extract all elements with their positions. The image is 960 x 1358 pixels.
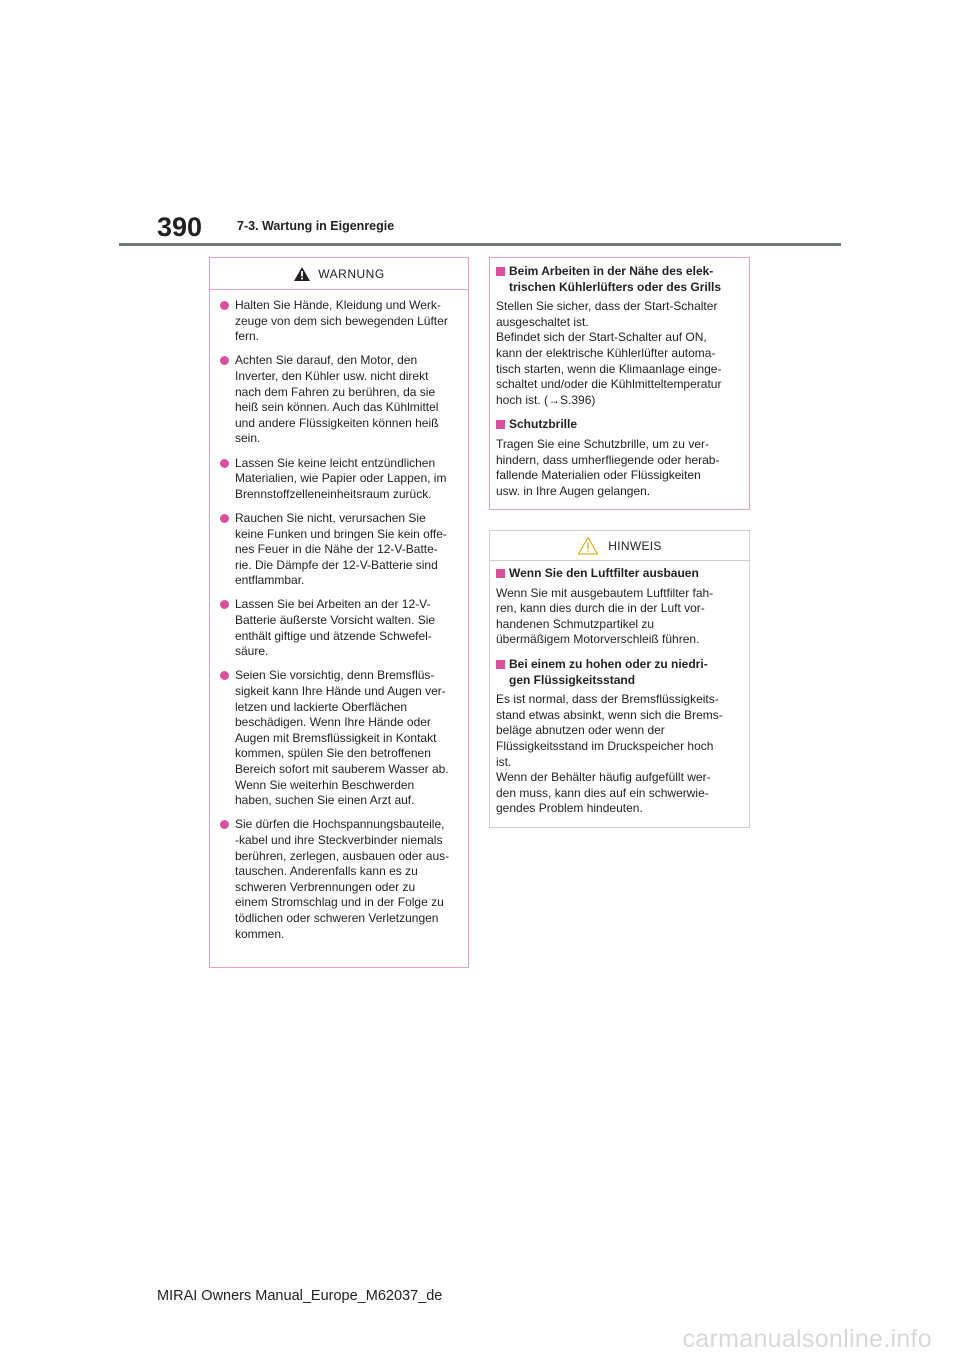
text-line: handenen Schmutzpartikel zu [496, 616, 655, 631]
section-body [496, 299, 742, 408]
text-line: Augen mit Bremsflüssigkeit in Kontakt [235, 730, 437, 745]
text-line: schaltet und/oder die Kühlmitteltemperatur [496, 377, 722, 392]
text-line: Brennstoffzelleneinheitsraum zurück. [235, 486, 432, 501]
bullet-dot-icon [220, 671, 229, 680]
text-line: Materialien, wie Papier oder Lappen, im [235, 471, 447, 486]
warning-continued-box [489, 257, 750, 510]
heading-line: Beim Arbeiten in der Nähe des elek- [509, 264, 714, 278]
bullet-dot-icon [220, 600, 229, 609]
warning-item [219, 817, 459, 942]
text-line: beschädigen. Wenn Ihre Hände oder [235, 715, 431, 730]
text-line: Seien Sie vorsichtig, denn Bremsflüs- [235, 668, 435, 683]
text-line: keine Funken und bringen Sie kein offe- [235, 526, 447, 541]
text-line: Stellen Sie sicher, dass der Start-Schalter [496, 299, 718, 314]
bullet-dot-icon [220, 820, 229, 829]
bullet-dot-icon [220, 459, 229, 468]
warning-title: WARNUNG [318, 266, 385, 281]
heading-line: gen Flüssigkeitsstand [509, 672, 636, 687]
section-heading [496, 264, 742, 295]
notice-title: HINWEIS [608, 538, 662, 553]
text-line: kommen, spülen Sie den betroffenen [235, 746, 431, 761]
warning-item [219, 456, 459, 503]
page-reference[interactable]: hoch ist. (→S.396) [496, 392, 596, 407]
text-line: Bereich sofort mit sauberem Wasser ab. [235, 762, 449, 776]
warning-item [219, 597, 459, 659]
warning-item [219, 511, 459, 589]
text-line: kann der elektrische Kühlerlüfter automa- [496, 345, 716, 360]
text-line: Inverter, den Kühler usw. nicht direkt [235, 368, 429, 383]
text-line: Flüssigkeitsstand im Druckspeicher hoch [496, 738, 714, 753]
watermark: carmanualsonline.info [682, 1325, 932, 1353]
bullet-dot-icon [220, 301, 229, 310]
text-line: tisch starten, wenn die Klimaanlage einge- [496, 361, 722, 376]
text-line: zeuge von dem sich bewegenden Lüfter [235, 313, 448, 328]
text-line: Wenn Sie weiterhin Beschwerden [235, 777, 415, 792]
text-line: Es ist normal, dass der Bremsflüssigkeits- [496, 692, 719, 707]
text-line: Lassen Sie bei Arbeiten an der 12-V- [235, 597, 431, 612]
text-line: übermäßigem Motorverschleiß führen. [496, 632, 700, 647]
text-line: schweren Verbrennungen oder zu [235, 879, 416, 894]
text-line: berühren, zerlegen, ausbauen oder aus- [235, 848, 450, 863]
text-line: ausgeschaltet ist. [496, 314, 589, 329]
text-line: ist. [496, 754, 512, 769]
text-line: nach dem Fahren zu berühren, da sie [235, 384, 436, 399]
text-line: fallende Materialien oder Flüssigkeiten [496, 468, 701, 483]
warning-item [219, 298, 459, 345]
text-line: ren, kann dies durch die in der Luft vor- [496, 601, 705, 616]
text-line: Halten Sie Hände, Kleidung und Werk- [235, 298, 441, 312]
section-heading [496, 566, 742, 582]
bullet-dot-icon [220, 514, 229, 523]
warning-box [209, 257, 469, 968]
text-line: entflammbar. [235, 573, 305, 588]
text-line: Rauchen Sie nicht, verursachen Sie [235, 510, 426, 525]
square-bullet-icon [496, 267, 505, 276]
heading-line: Bei einem zu hohen oder zu niedri- [509, 656, 708, 671]
warning-header [210, 258, 468, 290]
text-line: letzen und lackierte Oberflächen [235, 699, 408, 714]
warning-triangle-icon [293, 266, 311, 282]
section-body [496, 692, 742, 817]
text-line: Batterie äußerste Vorsicht walten. Sie [235, 613, 436, 628]
heading-line: trischen Kühlerlüfters oder des Grills [509, 279, 722, 294]
text-line: usw. in Ihre Augen gelangen. [496, 483, 651, 498]
text-line: säure. [235, 644, 269, 659]
section-body [496, 586, 742, 648]
text-line: hindern, dass umherfliegende oder herab- [496, 452, 720, 467]
warning-item [219, 353, 459, 447]
text-line: sein. [235, 431, 261, 446]
text-line: -kabel und ihre Steckverbinder niemals [235, 832, 443, 847]
text-line: tauschen. Anderenfalls kann es zu [235, 864, 418, 879]
text-line: tödlichen oder schweren Verletzungen [235, 910, 439, 925]
text-line: kommen. [235, 926, 285, 941]
text-line: Wenn Sie mit ausgebautem Luftfilter fah- [496, 585, 714, 600]
text-line: beläge abnutzen oder wenn der [496, 723, 665, 738]
text-line: Achten Sie darauf, den Motor, den [235, 353, 418, 368]
text-line: und andere Flüssigkeiten können heiß [235, 415, 439, 430]
section-title: 7-3. Wartung in Eigenregie [237, 219, 395, 233]
text-line: den muss, kann dies auf ein schwerwie- [496, 785, 709, 800]
text-line: Tragen Sie eine Schutzbrille, um zu ver- [496, 436, 709, 451]
footer-manual-name: MIRAI Owners Manual_Europe_M62037_de [157, 1288, 443, 1304]
text-line: fern. [235, 329, 260, 344]
text-line: heiß sein können. Auch das Kühlmittel [235, 400, 439, 415]
text-line: sigkeit kann Ihre Hände und Augen ver- [235, 684, 446, 699]
text-line: gendes Problem hindeuten. [496, 801, 643, 816]
square-bullet-icon [496, 420, 505, 429]
text-line: Befindet sich der Start-Schalter auf ON, [496, 330, 707, 345]
warning-list [210, 290, 468, 942]
header-divider [119, 243, 841, 246]
section-heading [496, 657, 742, 688]
text-line: enthält giftige und ätzende Schwefel- [235, 628, 432, 643]
caution-triangle-outline-icon [577, 536, 599, 555]
heading-line: Schutzbrille [509, 417, 578, 432]
notice-box [489, 530, 750, 828]
text-line: einem Stromschlag und in der Folge zu [235, 895, 444, 910]
section-body [496, 437, 742, 499]
text-line: Lassen Sie keine leicht entzündlichen [235, 455, 436, 470]
text-line: stand etwas absinkt, wenn sich die Brems- [496, 707, 723, 722]
text-line: rie. Die Dämpfe der 12-V-Batterie sind [235, 557, 438, 572]
page-number: 390 [157, 212, 203, 242]
text-line: Wenn der Behälter häufig aufgefüllt wer- [496, 770, 711, 785]
text-line: haben, suchen Sie einen Arzt auf. [235, 793, 415, 808]
heading-line: Wenn Sie den Luftfilter ausbauen [509, 566, 699, 580]
section-heading [496, 417, 742, 433]
text-line: Sie dürfen die Hochspannungsbauteile, [235, 817, 445, 832]
bullet-dot-icon [220, 356, 229, 365]
notice-header [490, 531, 749, 561]
square-bullet-icon [496, 660, 505, 669]
text-line: nes Feuer in die Nähe der 12-V-Batte- [235, 542, 438, 557]
square-bullet-icon [496, 569, 505, 578]
warning-item [219, 668, 459, 808]
